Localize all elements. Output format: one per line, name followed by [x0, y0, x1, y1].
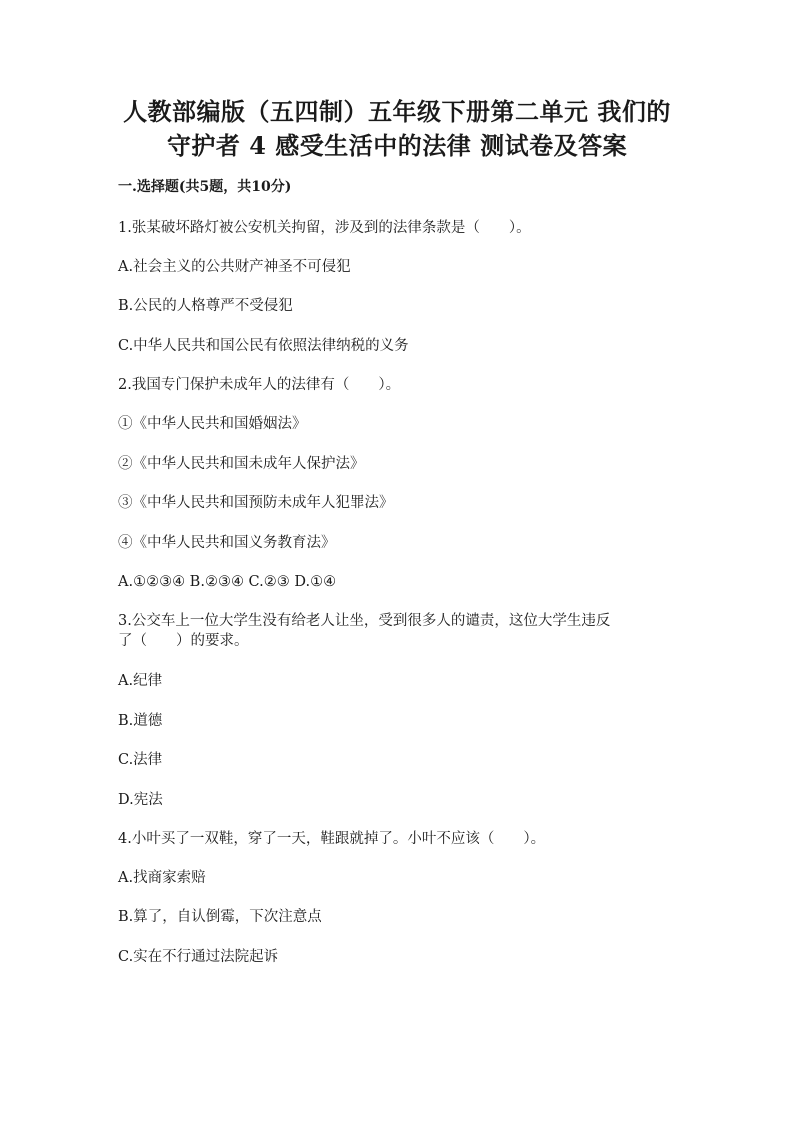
section-heading: 一.选择题(共5题，共10分): [118, 179, 292, 195]
question-4-option-b: B.算了，自认倒霉，下次注意点: [118, 909, 322, 925]
question-2-stem: 2.我国专门保护未成年人的法律有（ ）。: [118, 377, 401, 393]
question-1-stem: 1.张某破坏路灯被公安机关拘留，涉及到的法律条款是（ ）。: [118, 220, 531, 236]
question-3-option-a: A.纪律: [118, 673, 163, 689]
question-2-options: A.①②③④ B.②③④ C.②③ D.①④: [118, 574, 337, 590]
question-1-option-b: B.公民的人格尊严不受侵犯: [118, 298, 293, 314]
question-3-stem-line-2: 了（ ）的要求。: [118, 633, 249, 649]
question-1-option-c: C.中华人民共和国公民有依照法律纳税的义务: [118, 338, 409, 354]
question-2-item-1: ①《中华人民共和国婚姻法》: [118, 416, 307, 432]
page-title-line-1: 人教部编版（五四制）五年级下册第二单元 我们的: [123, 97, 671, 126]
question-2-item-2: ②《中华人民共和国未成年人保护法》: [118, 456, 365, 472]
question-3-option-d: D.宪法: [118, 792, 163, 808]
question-3-option-b: B.道德: [118, 713, 163, 729]
question-4-option-c: C.实在不行通过法院起诉: [118, 949, 279, 965]
question-2-item-3: ③《中华人民共和国预防未成年人犯罪法》: [118, 495, 394, 511]
question-3-stem-line-1: 3.公交车上一位大学生没有给老人让坐，受到很多人的谴责，这位大学生违反: [118, 613, 611, 629]
question-1-option-a: A.社会主义的公共财产神圣不可侵犯: [118, 259, 351, 275]
question-4-stem: 4.小叶买了一双鞋，穿了一天，鞋跟就掉了。小叶不应该（ ）。: [118, 831, 546, 847]
question-2-item-4: ④《中华人民共和国义务教育法》: [118, 535, 336, 551]
page-title-line-2: 守护者 4 感受生活中的法律 测试卷及答案: [166, 131, 628, 160]
question-4-option-a: A.找商家索赔: [118, 870, 206, 886]
question-3-option-c: C.法律: [118, 752, 163, 768]
